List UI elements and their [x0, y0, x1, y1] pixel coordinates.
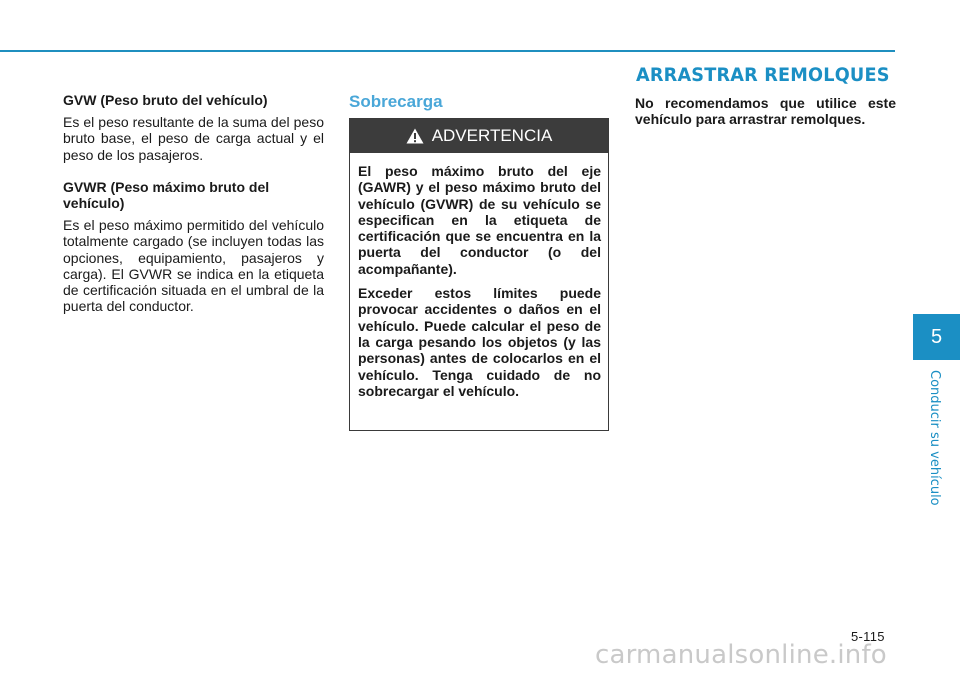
left-column — [63, 92, 324, 330]
warning-triangle-icon — [406, 128, 424, 144]
chapter-tab[interactable]: 5 — [913, 314, 960, 360]
warning-paragraph-2: Exceder estos límites puede provocar accidentes o daños en el vehículo. Puede calcular el peso de la carga pesando los objetos (y las personas) antes de colocarlos en el vehículo. Tenga cuidado de no sobrecargar el vehículo. — [358, 285, 601, 399]
gvw-text: Es el peso resultante de la suma del peso bruto base, el peso de carga actual y el peso de los pasajeros. — [63, 114, 324, 163]
page-number: 5-115 — [851, 629, 885, 644]
section-title: ARRASTRAR REMOLQUES — [636, 64, 890, 86]
warning-box — [349, 118, 609, 431]
warning-label: ADVERTENCIA — [431, 126, 553, 145]
warning-body — [350, 153, 608, 399]
gvw-heading: GVW (Peso bruto del vehículo) — [63, 92, 268, 108]
warning-header — [350, 119, 608, 153]
gvwr-text: Es el peso máximo permitido del vehículo totalmente cargado (se incluyen todas las opciones, equipamiento, pasajeros y carga). El GVWR se indica en la etiqueta de certificación situada en el umbral de la puerta del conductor. — [63, 217, 324, 315]
towing-text: No recomendamos que utilice este vehículo para arrastrar remolques. — [635, 95, 896, 128]
overload-title: Sobrecarga — [349, 92, 443, 111]
warning-paragraph-1: El peso máximo bruto del eje (GAWR) y el peso máximo bruto del vehículo (GVWR) de su vehículo se especifican en la etiqueta de certificación que se encuentra en la puerta del conductor (o del acompañante). — [358, 163, 601, 277]
top-rule — [0, 50, 895, 52]
chapter-label: Conducir su vehículo — [927, 370, 942, 506]
gvwr-heading: GVWR (Peso máximo bruto del vehículo) — [63, 178, 270, 212]
watermark: carmanualsonline.info — [595, 640, 887, 670]
right-column — [635, 95, 896, 143]
